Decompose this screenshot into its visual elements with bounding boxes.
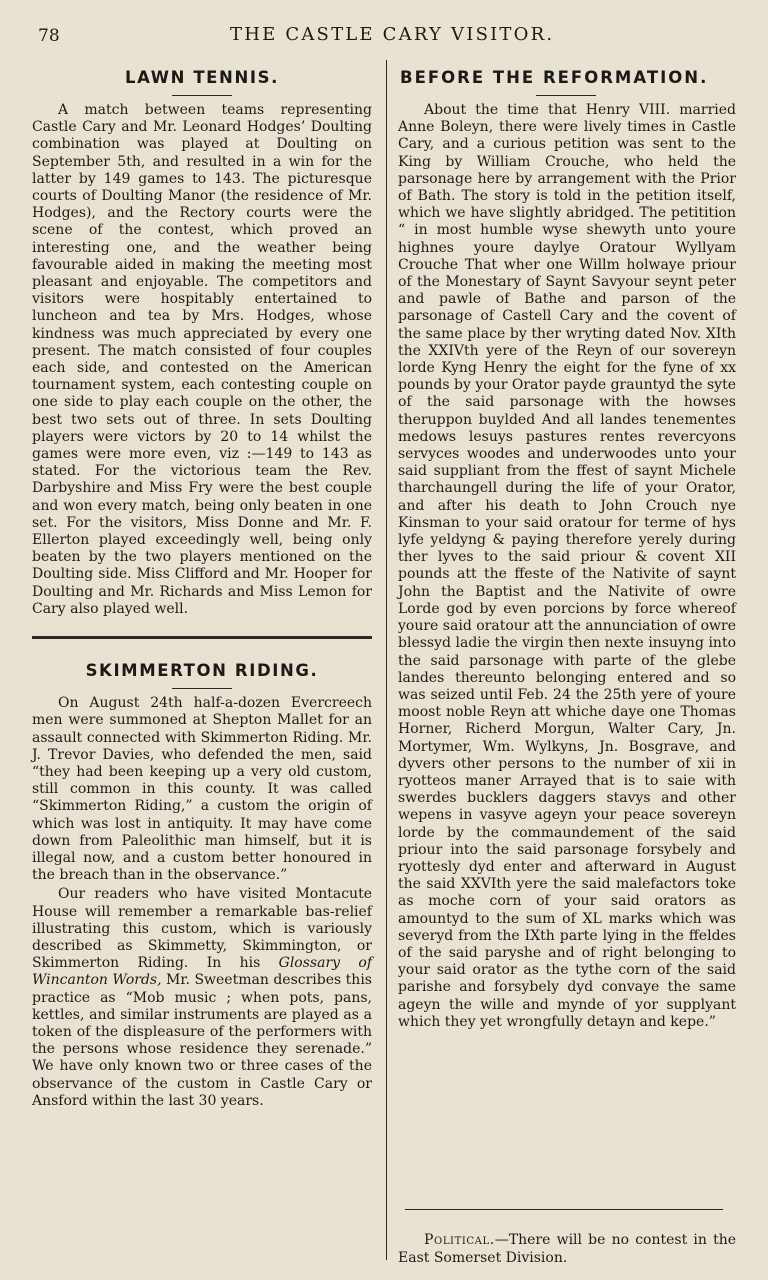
reformation-body: About the time that Henry VIII. married Anne Boleyn, there were lively times in Castle Cary, and a curious petition was sent to the King by William Crouche, who held the parsonage here by arrangement with the Prior of Bath. The story is told in the petition itself, which we have slightly abridged. The petitition “ in most humble wyse shewyth unto youre highnes youre daylye Oratour Wyllyam Crouche That wher one Willm holwaye priour of the Monestary of Saynt Savyour seynt peter and pawle of Bathe and parson of the parsonage of Castell Cary and the covent of the same place by ther wryting dated Nov. XIth the XXIVth yere of the Reyn of our sovereyn lorde Kyng Henry the eight for the fyne of xx pounds by your Orator payde grauntyd the syte of the said parsonage with the howses theruppon buylded And all landes tenementes medows lesuys pastures rentes revercyons servyces woodes and underwoodes unto your said suppliant from the ffest of saynt Michele tharchaungell during the life of your Orator, and after his death to John Crouch nye Kinsman to your said oratour for terme of hys lyfe yeldyng & paying therefore yerely during ther lyves to the said priour & covent XII pounds att the ffeste of the Nativite of saynt John the Baptist and the Nativite of owre Lorde god by even porcions by force whereof youre said oratour att the annunciation of owre blessyd ladie the virgin then nexte insuyng into the said parsonage with parte of the glebe landes thereunto belonging entered and so was seized until Feb. 24 the 25th yere of youre moost noble Reyn att whiche daye one Thomas Horner, Richerd Morgun, Walter Cary, Jn. Mortymer, Wm. Wylkyns, Jn. Bosgrave, and dyvers other persons to the number of xii in ryotteos maner Arrayed that is to saie with swerdes bucklers daggers stavys and other wepens in vasyve ageyn your peace sovereyn lorde by the commaundement of the said priour into the said parsonage forsybely and ryottesly dyd enter and afterward in August the said XXVIth yere the said malefactors toke as moche corn of your said orators as amountyd to the sum of XL marks which was severyd from the IXth parte lying in the ffeldes of the said paryshe and of right belonging to your said orator as the tythe corn of the said parishe and forsybely dyd convaye the same ageyn the wille and mynde of yor supplyant which they yet wrongfully detayn and kepe.” — [398, 102, 736, 1030]
skimmerton-paragraph-1: On August 24th half-a-dozen Evercreech men were summoned at Shepton Mallet for an assault connected with Skimmerton Riding. Mr. J. Trevor Davies, who defended the men, said “they had been keeping up a very old custom, still common in this county. It was called “Skimmerton Riding,” a custom the origin of which was lost in antiquity. It may have come down from Paleolithic man himself, but it is illegal now, and a custom better honoured in the breach than in the observance.” — [32, 695, 372, 884]
right-column — [398, 68, 736, 1031]
glossary-title: Glossary of Wincanton Words, — [32, 955, 372, 989]
political-note — [398, 1232, 736, 1267]
lawn-tennis-heading: LAWN TENNIS. — [125, 68, 279, 87]
running-title: THE CASTLE CARY VISITOR. — [230, 24, 555, 45]
lawn-tennis-article — [32, 68, 372, 618]
skimmerton-paragraph-2 — [32, 886, 372, 1110]
column-divider — [386, 60, 387, 1260]
paragraph-text: Our readers who have visited Montacute House will remember a remarkable bas-relief illustrating this custom, which is variously described as Skimmetty, Skimmington, or Skimmerton Riding. In his — [32, 886, 372, 972]
political-rule — [405, 1209, 723, 1210]
reformation-heading: BEFORE THE REFORMATION. — [400, 68, 709, 87]
section-divider — [32, 636, 372, 639]
lawn-tennis-body: A match between teams representing Castle Cary and Mr. Leonard Hodges’ Doulting combination was played at Doulting on September 5th, and resulted in a win for the latter by 149 games to 143. The picturesque courts of Doulting Manor (the residence of Mr. Hodges), and the Rectory courts were the scene of the contest, which proved an interesting one, and the weather being favourable aided in making the meeting most pleasant and enjoyable. The competitors and visitors were hospitably entertained to luncheon and tea by Mrs. Hodges, whose kindness was much appreciated by every one present. The match consisted of four couples each side, and contested on the American tournament system, each contesting couple on one side to play each couple on the other, the best two sets out of three. In sets Doulting players were victors by 20 to 14 whilst the games were more even, viz :—149 to 143 as stated. For the victorious team the Rev. Darbyshire and Miss Fry were the best couple and won every match, being only beaten in one set. For the visitors, Miss Donne and Mr. F. Ellerton played exceedingly well, being only beaten by the two players mentioned on the Doulting side. Miss Clifford and Mr. Hooper for Doulting and Mr. Richards and Miss Lemon for Cary also played well. — [32, 102, 372, 617]
political-text: —There will be no contest in the East Somerset Division. — [398, 1232, 736, 1266]
heading-rule — [172, 688, 232, 689]
political-label: Political. — [424, 1232, 495, 1248]
page-number: 78 — [38, 26, 60, 46]
skimmerton-article — [32, 661, 372, 1110]
heading-rule — [536, 95, 596, 96]
heading-rule — [172, 95, 232, 96]
paragraph-text: Mr. Sweetman describes this practice as “Mob music ; when pots, pans, kettles, and similar instruments are played as a token of the displeasure of the performers with the persons whose residence they serenade.” We have only known two or three cases of the observance of the custom in Castle Cary or Ansford within the last 30 years. — [32, 972, 372, 1109]
reformation-article — [398, 68, 736, 1031]
skimmerton-heading: SKIMMERTON RIDING. — [85, 661, 319, 681]
left-column — [32, 68, 372, 1110]
